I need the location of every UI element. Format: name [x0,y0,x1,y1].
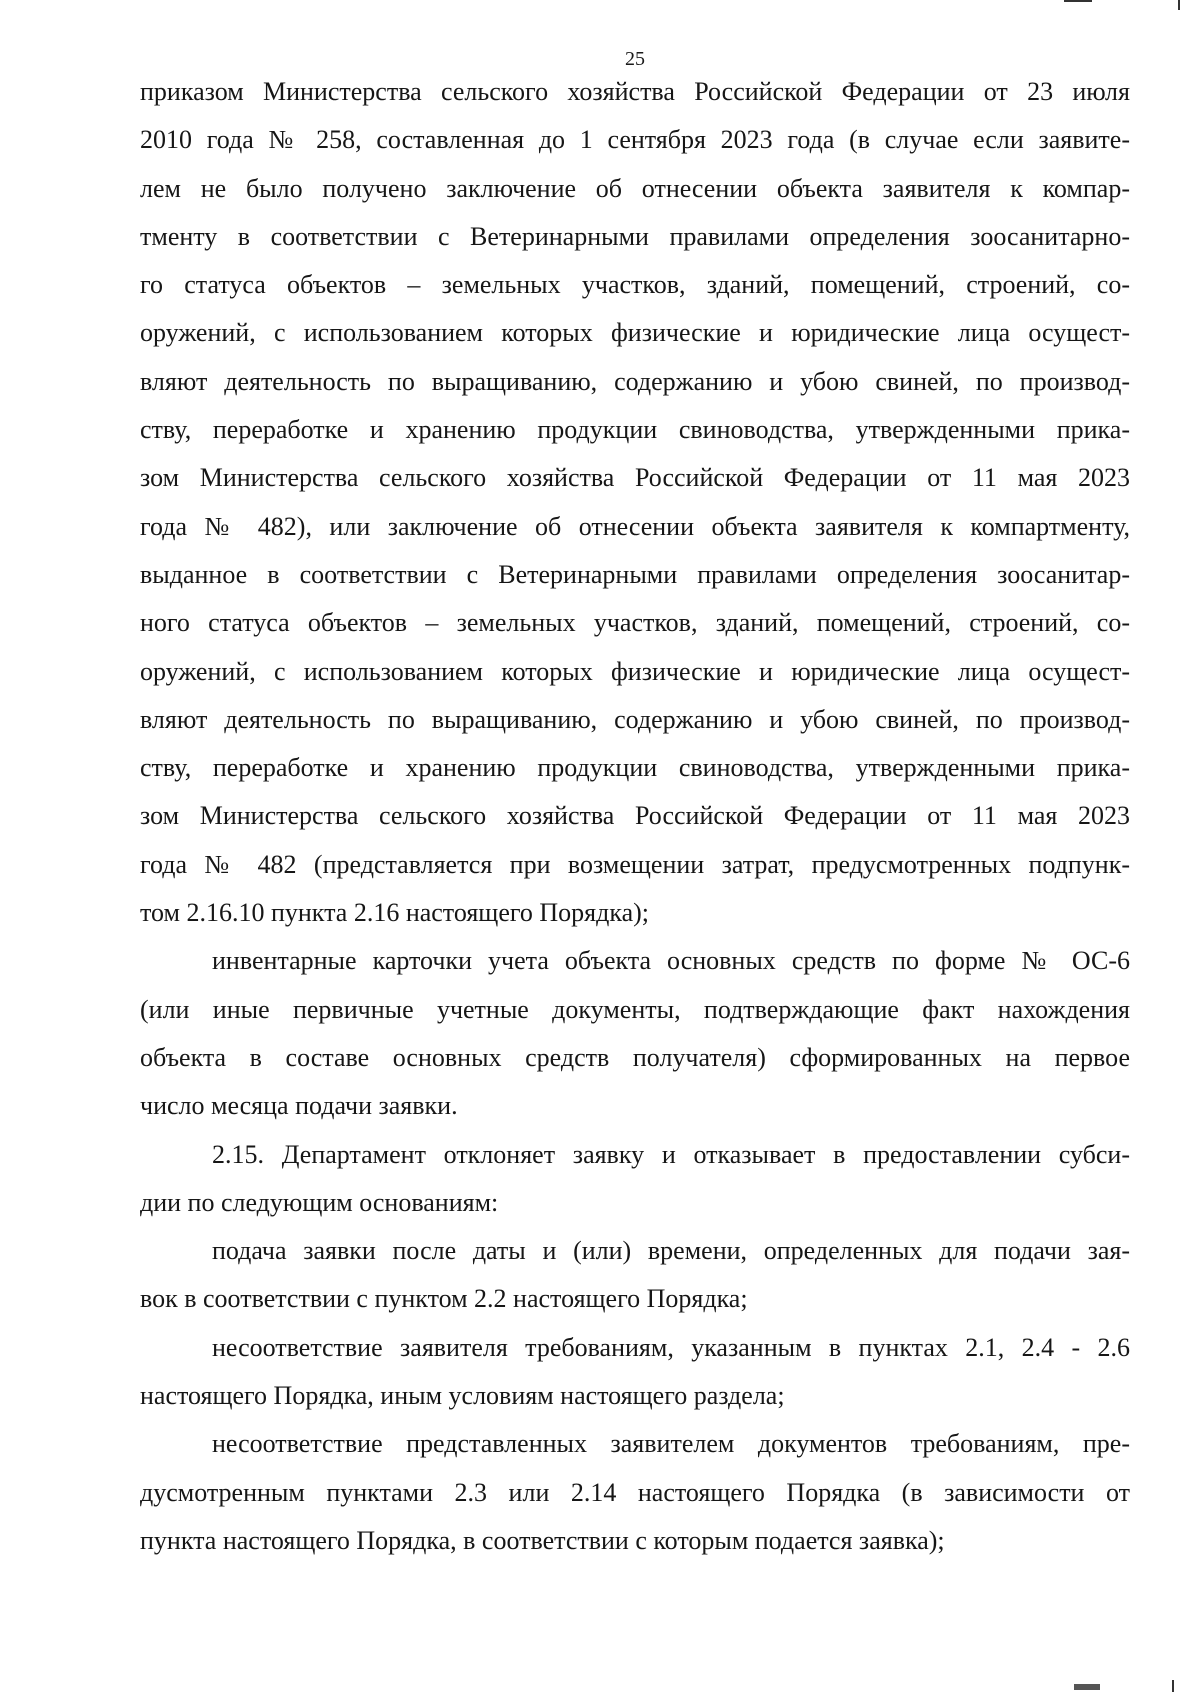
text-line: подача заявки после даты и (или) времени, определенных для подачи зая- [212,1236,1130,1266]
document-body [140,68,1130,1565]
text-line: 2.15. Департамент отклоняет заявку и отказывает в предоставлении субси- [212,1139,1130,1169]
text-line: дусмотренным пунктами 2.3 или 2.14 настоящего Порядка (в зависимости от [140,1477,1130,1507]
text-line: дии по следующим основаниям: [140,1187,499,1217]
text-line: инвентарные карточки учета объекта основных средств по форме № ОС-6 [212,946,1130,976]
text-line: объекта в составе основных средств получателя) сформированных на первое [140,1042,1130,1072]
text-line: ству, переработке и хранению продукции свиноводства, утвержденными прика- [140,415,1130,445]
text-line: выданное в соответствии с Ветеринарными правилами определения зоосанитар- [140,559,1130,589]
text-line: лем не было получено заключение об отнесении объекта заявителя к компар- [140,173,1130,203]
page-number: 25 [625,48,645,70]
text-line: вляют деятельность по выращиванию, содержанию и убою свиней, по производ- [140,704,1130,734]
text-line: го статуса объектов – земельных участков, зданий, помещений, строений, со- [140,270,1130,300]
text-line: число месяца подачи заявки. [140,1091,458,1121]
text-line: пункта настоящего Порядка, в соответствии с которым подается заявка); [140,1525,945,1555]
scan-edge-mark-bottom [1074,1684,1100,1690]
text-line: приказом Министерства сельского хозяйства Российской Федерации от 23 июля [140,77,1130,106]
text-line: зом Министерства сельского хозяйства Российской Федерации от 11 мая 2023 [140,463,1130,493]
scan-edge-mark-top-right [1178,0,1180,10]
text-line: зом Министерства сельского хозяйства Российской Федерации от 11 мая 2023 [140,801,1130,831]
text-line: тменту в соответствии с Ветеринарными правилами определения зоосанитарно- [140,221,1130,251]
text-line: ству, переработке и хранению продукции свиноводства, утвержденными прика- [140,753,1130,783]
scan-edge-mark-top [1064,0,1092,2]
text-line: (или иные первичные учетные документы, подтверждающие факт нахождения [140,994,1130,1024]
scan-edge-mark-bottom-right [1172,1680,1174,1692]
text-line: года № 482), или заключение об отнесении объекта заявителя к компартменту, [140,511,1130,541]
text-line: оружений, с использованием которых физические и юридические лица осущест- [140,656,1130,686]
text-line: ного статуса объектов – земельных участков, зданий, помещений, строений, со- [140,608,1130,638]
text-line: несоответствие представленных заявителем документов требованиям, пре- [212,1429,1130,1459]
text-line: года № 482 (представляется при возмещении затрат, предусмотренных подпунк- [140,849,1130,879]
text-line: несоответствие заявителя требованиям, указанным в пунктах 2.1, 2.4 - 2.6 [212,1332,1130,1362]
text-line: вляют деятельность по выращиванию, содержанию и убою свиней, по производ- [140,366,1130,396]
text-line: настоящего Порядка, иным условиям настоящего раздела; [140,1381,785,1411]
text-line: 2010 года № 258, составленная до 1 сентября 2023 года (в случае если заявите- [140,125,1130,155]
text-line: том 2.16.10 пункта 2.16 настоящего Порядка); [140,898,649,928]
text-line: вок в соответствии с пунктом 2.2 настоящего Порядка; [140,1284,748,1314]
text-line: оружений, с использованием которых физические и юридические лица осущест- [140,318,1130,348]
